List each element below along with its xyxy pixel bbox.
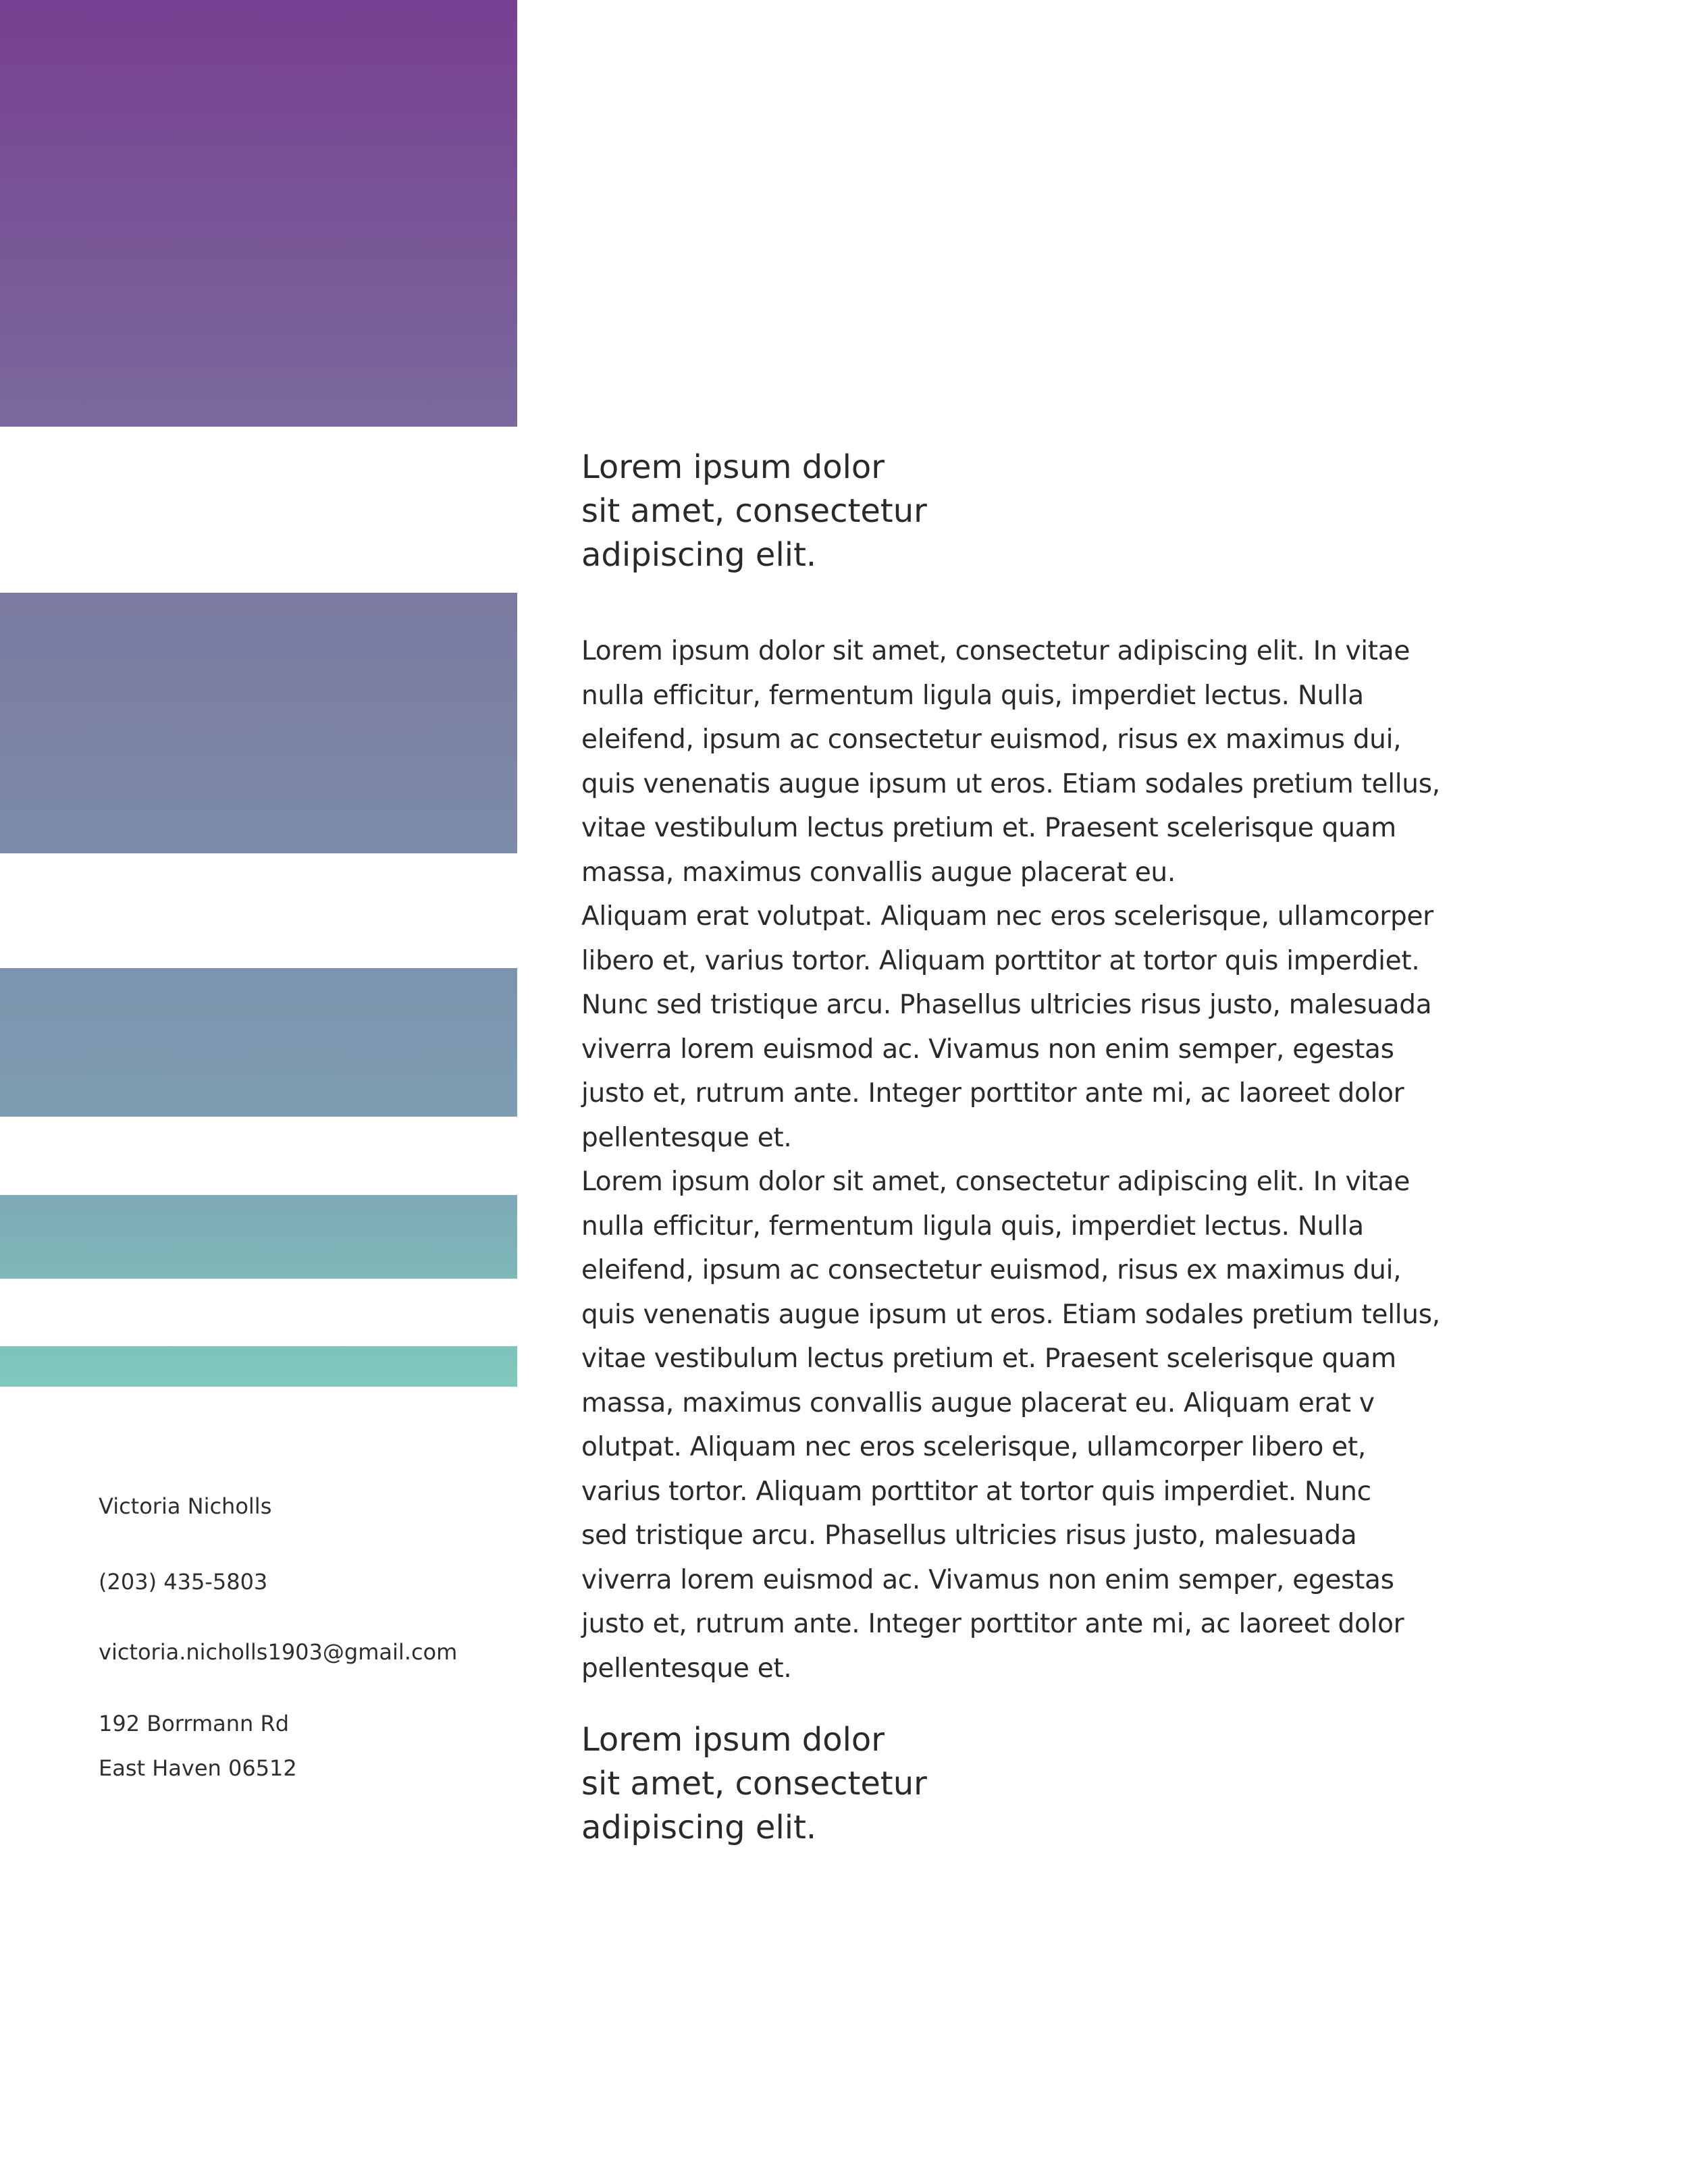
contact-phone: (203) 435-5803 (99, 1569, 268, 1595)
decorative-band-4 (0, 1195, 517, 1279)
contact-address-line-2: East Haven 06512 (99, 1755, 297, 1781)
decorative-band-5 (0, 1346, 517, 1387)
decorative-band-1 (0, 0, 517, 427)
contact-address-line-1: 192 Borrmann Rd (99, 1711, 290, 1736)
contact-email: victoria.nicholls1903@gmail.com (99, 1639, 458, 1665)
heading-bottom: Lorem ipsum dolor sit amet, consectetur adipiscing elit. (581, 1721, 927, 1846)
decorative-band-2 (0, 593, 517, 853)
heading-top: Lorem ipsum dolor sit amet, consectetur adipiscing elit. (581, 448, 927, 574)
body-paragraph-1: Lorem ipsum dolor sit amet, consectetur adipiscing elit. In vitae nulla efficitur, fermentum ligula quis, imperdiet lectus. Nulla eleifend, ipsum ac consectetur euismod, risus ex maximus dui, quis venenatis augue ipsum ut eros. Etiam sodales pretium tellus, vitae vestibulum lectus pretium et. Praesent scelerisque quam massa, maximus convallis augue placerat eu. (581, 636, 1440, 888)
contact-name: Victoria Nicholls (99, 1493, 272, 1519)
body-paragraph-2: Aliquam erat volutpat. Aliquam nec eros scelerisque, ullamcorper libero et, varius tortor. Aliquam porttitor at tortor quis imperdiet. Nunc sed tristique arcu. Phasellus ultricies risus justo, malesuada viverra lorem euismod ac. Vivamus non enim semper, egestas justo et, rutrum ante. Integer porttitor ante mi, ac laoreet dolor pellentesque et. (581, 901, 1433, 1153)
decorative-band-3 (0, 968, 517, 1117)
body-text (581, 629, 1513, 1690)
body-paragraph-3: Lorem ipsum dolor sit amet, consectetur adipiscing elit. In vitae nulla efficitur, fermentum ligula quis, imperdiet lectus. Nulla eleifend, ipsum ac consectetur euismod, risus ex maximus dui, quis venenatis augue ipsum ut eros. Etiam sodales pretium tellus, vitae vestibulum lectus pretium et. Praesent scelerisque quam massa, maximus convallis augue placerat eu. Aliquam erat v olutpat. Aliquam nec eros scelerisque, ullamcorper libero et, varius tortor. Aliquam porttitor at tortor quis imperdiet. Nunc sed tristique arcu. Phasellus ultricies risus justo, malesuada viverra lorem euismod ac. Vivamus non enim semper, egestas justo et, rutrum ante. Integer porttitor ante mi, ac laoreet dolor pellentesque et. (581, 1167, 1440, 1684)
